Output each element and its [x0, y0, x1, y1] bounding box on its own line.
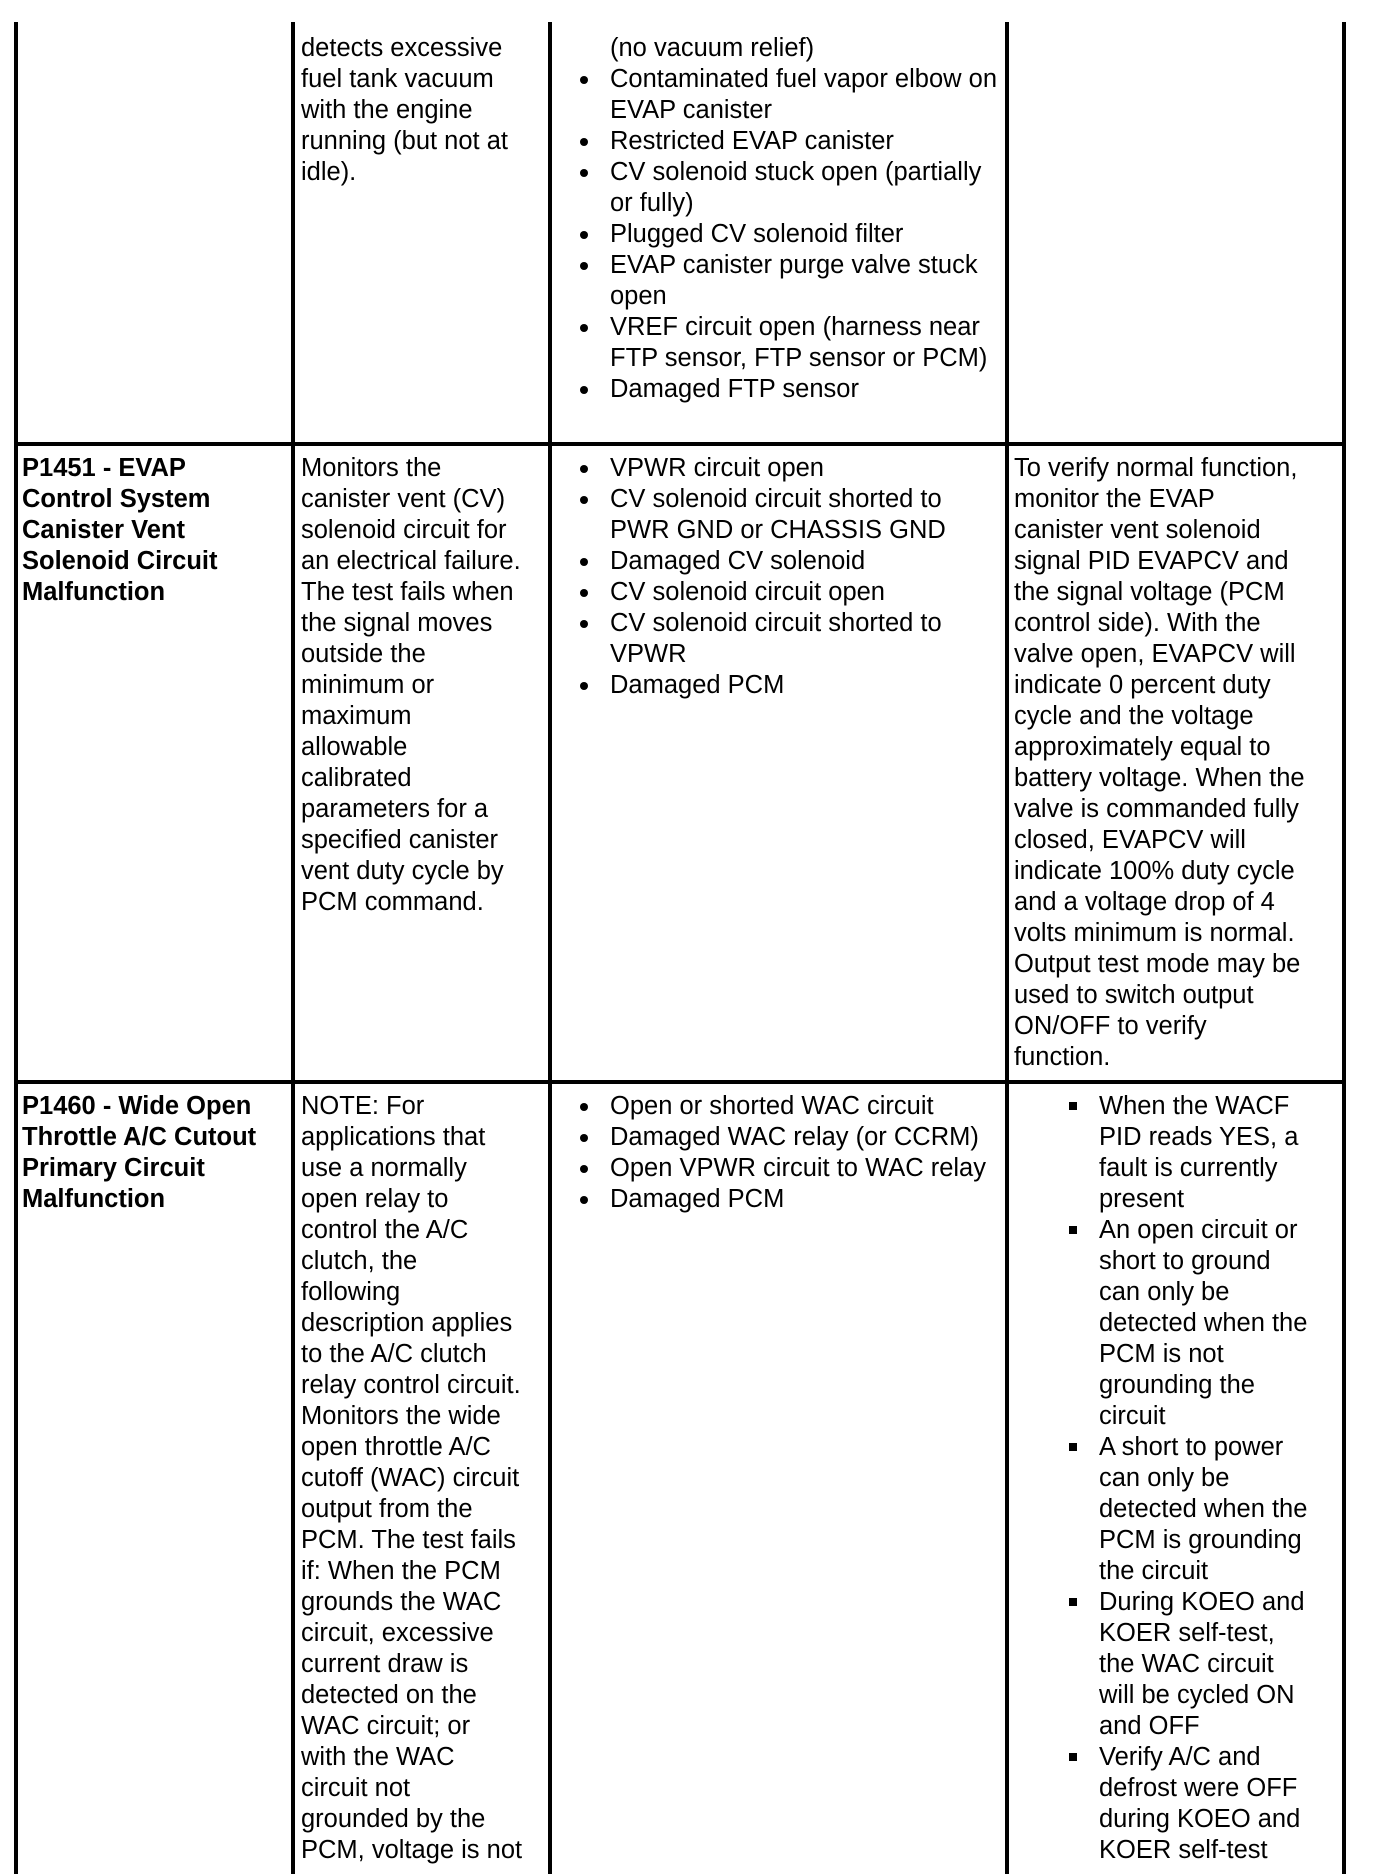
list-item: CV solenoid circuit open: [610, 577, 1002, 608]
list-item: (no vacuum relief): [610, 34, 815, 62]
row2-causes-list: [610, 1091, 1002, 1215]
list-item: VREF circuit open (harness near FTP sensor, FTP sensor or PCM): [610, 312, 1002, 374]
list-item: Damaged FTP sensor: [610, 374, 1002, 405]
list-item: Contaminated fuel vapor elbow on EVAP canister: [610, 64, 1002, 126]
column-divider-2: [548, 22, 552, 1874]
list-item: VPWR circuit open: [610, 453, 1002, 484]
list-item: Damaged PCM: [610, 1184, 1002, 1215]
list-item: A short to power can only be detected when the PCM is grounding the circuit: [1099, 1432, 1339, 1587]
row2-code: P1460 - Wide Open Throttle A/C Cutout Primary Circuit Malfunction: [22, 1092, 257, 1213]
row1-causes-list: [610, 453, 1002, 701]
table-border-right: [1342, 22, 1346, 1874]
list-item: Plugged CV solenoid filter: [610, 219, 1002, 250]
list-item: An open circuit or short to ground can only be detected when the PCM is not grounding the circuit: [1099, 1215, 1339, 1432]
list-item: EVAP canister purge valve stuck open: [610, 250, 1002, 312]
row1-description: Monitors the canister vent (CV) solenoid circuit for an electrical failure. The test fails when the signal moves outside the minimum or maximum allowable calibrated parameters for a specified canister vent duty cycle by PCM command.: [301, 454, 521, 916]
row-divider-1: [14, 442, 1346, 446]
list-item: CV solenoid circuit shorted to PWR GND or CHASSIS GND: [610, 484, 1002, 546]
list-item: Damaged PCM: [610, 670, 1002, 701]
column-divider-1: [291, 22, 295, 1874]
row0-causes-list: [610, 33, 1002, 405]
list-item: Verify A/C and defrost were OFF during KOEO and KOER self-test: [1099, 1742, 1339, 1866]
row1-notes: To verify normal function, monitor the EVAP canister vent solenoid signal PID EVAPCV and the signal voltage (PCM control side). With the valve open, EVAPCV will indicate 0 percent duty cycle and the voltage approximately equal to battery voltage. When the valve is commanded fully closed, EVAPCV will indicate 100% duty cycle and a voltage drop of 4 volts minimum is normal. Output test mode may be used to switch output ON/OFF to verify function.: [1014, 454, 1305, 1071]
row1-code: P1451 - EVAP Control System Canister Vent Solenoid Circuit Malfunction: [22, 454, 218, 606]
list-item: Open VPWR circuit to WAC relay: [610, 1153, 1002, 1184]
list-item: Open or shorted WAC circuit: [610, 1091, 1002, 1122]
row-divider-2: [14, 1080, 1346, 1084]
list-item: CV solenoid stuck open (partially or fully): [610, 157, 1002, 219]
list-item: CV solenoid circuit shorted to VPWR: [610, 608, 1002, 670]
list-item: Damaged WAC relay (or CCRM): [610, 1122, 1002, 1153]
table-border-left: [14, 22, 18, 1874]
row0-description: detects excessive fuel tank vacuum with the engine running (but not at idle).: [301, 34, 508, 186]
list-item: Restricted EVAP canister: [610, 126, 1002, 157]
list-item: During KOEO and KOER self-test, the WAC circuit will be cycled ON and OFF: [1099, 1587, 1339, 1742]
list-item: Damaged CV solenoid: [610, 546, 1002, 577]
row2-notes-list: [1099, 1091, 1339, 1866]
column-divider-3: [1005, 22, 1009, 1874]
row2-description: NOTE: For applications that use a normally open relay to control the A/C clutch, the following description applies to the A/C clutch relay control circuit. Monitors the wide open throttle A/C cutoff (WAC) circuit output from the PCM. The test fails if: When the PCM grounds the WAC circuit, excessive current draw is detected on the WAC circuit; or with the WAC circuit not grounded by the PCM, voltage is not: [301, 1092, 523, 1864]
list-item: When the WACF PID reads YES, a fault is currently present: [1099, 1091, 1339, 1215]
